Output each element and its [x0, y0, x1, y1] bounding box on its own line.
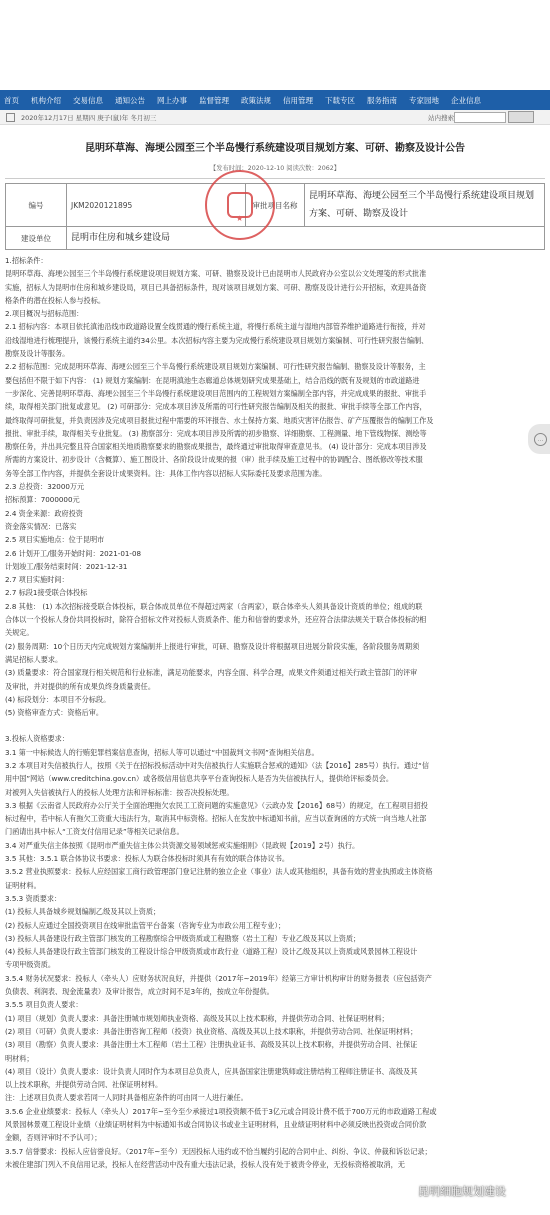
body-line: (2) 项目（可研）负责人要求：具备注册咨询工程师（投资）执业资格、高级及其以上技术职称，并提供劳动合同、社保证明材料；	[5, 1026, 418, 1036]
project-info-table	[5, 183, 545, 250]
search-input[interactable]	[454, 112, 506, 123]
body-line: 勘察任务，并出具完整且符合国家相关地质勘察要求的勘察成果报告，最终通过审批取得审查意见书。 (4) 设计部分：完成本项目涉及	[5, 442, 427, 452]
publish-info: 【发布时间：2020-12-10 阅读次数：2062】	[209, 165, 341, 172]
body-line: 1.招标条件：	[5, 256, 48, 265]
body-line: 门函请出具中标人“工资支付信用记录”等相关记录信息。	[5, 827, 184, 837]
body-line: 3.4 对严重失信主体按照《昆明市严重失信主体公共资源交易领域惩戒实施细则》（昆政规【2019】2号）执行。	[5, 840, 360, 850]
project-name-value: 昆明环草海、海埂公园至三个半岛慢行系统建设项目规划方案、可研、勘察及设计	[305, 184, 545, 227]
main-navigation	[0, 90, 550, 110]
body-line: 标过程中，若中标人有拖欠工资重大违法行为，取消其中标资格。招标人在发放中标通知书前，应当以查询函的方式统一向当地人社部	[5, 814, 427, 824]
nav-item[interactable]: 下载专区	[325, 95, 355, 105]
body-line: 证明材料。	[5, 880, 41, 890]
body-line: 昆明环草海、海埂公园至三个半岛慢行系统建设项目规划方案、可研、勘察及设计已由昆明市人民政府办公室以公文处理笺的形式批准	[5, 269, 427, 279]
body-line: 专项甲级资质。	[5, 960, 55, 970]
body-line: 金额，否则评审时不予认可）；	[5, 1133, 102, 1143]
body-line: 满足招标人要求。	[5, 654, 63, 664]
body-line: 关规定。	[5, 628, 34, 638]
body-line: (3) 投标人具备建设行政主管部门核发的工程勘察综合甲级资质或工程勘察（岩土工程）专业乙级及其以上资质；	[5, 933, 361, 943]
watermark-text: 昆明细胞规划建设	[418, 1185, 506, 1198]
body-line: 注：上述项目负责人要求若同一人同时具备相应条件的可由同一人进行兼任。	[5, 1093, 248, 1103]
body-line: 最终取得可研批复，并负责因涉及完成项目报批过程中需要的环评报告、水土保持方案、地质灾害评估报告、矿产压覆报告的编制工作及	[5, 415, 434, 425]
body-line: 3.1 第一中标候选人的行贿犯罪档案信息查询，招标人等可以通过“中国裁判文书网”查询相关信息。	[5, 747, 319, 757]
nav-item[interactable]: 交易信息	[73, 95, 103, 105]
body-line: 计划竣工/服务结束时间：2021-12-31	[5, 561, 128, 571]
body-line: (4) 投标人具备建设行政主管部门核发的工程设计综合甲级资质或市政行业（道路工程）设计乙级及其以上资质或风景园林工程设计	[5, 947, 418, 957]
body-line: 3.5.3 资质要求：	[5, 893, 62, 903]
chat-float-button[interactable]	[528, 424, 550, 454]
body-line: 合体以一个投标人身份共同投标时，除符合招标文件对投标人资质条件、能力和信誉的要求外，还应符合法律法规关于联合体投标的相	[5, 615, 427, 625]
body-line: 用中国”网站（www.creditchina.gov.cn）或各级信用信息共享平台查询投标人是否为失信被执行人，提供给评标委员会。	[5, 774, 394, 784]
article	[0, 139, 550, 1171]
body-line: 3.5.4 财务状况要求：投标人（牵头人）应财务状况良好，并提供（2017年~2019年）经第三方审计机构审计的财务报表（应包括资产	[5, 973, 432, 983]
body-line: 要包括但不限于如下内容： (1) 规划方案编制：在昆明滇池生态廊道总体规划研究成果基础上，结合沿线的既有及规划的市政道路进	[5, 375, 420, 385]
seal-star-icon: ★	[236, 214, 244, 223]
body-line: 3.5 其他：3.5.1 联合体协议书要求：投标人为联合体投标时须具有有效的联合体协议书。	[5, 854, 289, 864]
body-line: 2.8 其他： (1) 本次招标接受联合体投标，联合体成员单位不得超过两家（含两家），联合体牵头人须具备设计资质的单位；组成的联	[5, 601, 423, 611]
search-label: 站内搜索	[428, 113, 454, 122]
body-line: 报批、审批手续，取得相关专业批复。 (3) 勘察部分：完成本项目涉及所需的初步勘察、详细勘察、工程测量、地下管线物探、测绘等	[5, 428, 427, 438]
body-line: 沿线湿地进行梳理提升，该慢行系统主道约34公里。本次招标内容主要为完成慢行系统建设项目规划方案编制、可行性研究报告编制、	[5, 335, 429, 345]
nav-item[interactable]: 政策法规	[241, 95, 271, 105]
chat-icon: …	[534, 433, 547, 446]
body-line: 一步深化、完善昆明环草海、海埂公园至三个半岛慢行系统建设项目范围内的工程规划方案编制全部内容，并完成成果的报批、审批手	[5, 388, 427, 398]
body-line: (4) 项目（设计）负责人要求：设计负责人同时作为本项目总负责人，应具备国家注册建筑师或注册结构工程师注册证书、高级及其	[5, 1066, 418, 1076]
body-line: 负债表、利润表、现金流量表）及审计报告，成立时间不足3年的，按成立年份提供。	[5, 987, 274, 997]
nav-item[interactable]: 通知公告	[115, 95, 145, 105]
body-line: 实施，招标人为昆明市住房和城乡建设局，项目已具备招标条件，现对该项目规划方案、可研、勘察及设计进行公开招标，欢迎具备资	[5, 282, 427, 292]
body-line: 2.项目概况与招标范围：	[5, 309, 84, 319]
body-line: (1) 投标人具备城乡规划编制乙级及其以上资质；	[5, 907, 161, 917]
body-line: (4) 标段划分：本项目不分标段。	[5, 694, 111, 704]
project-name-label: 审批项目名称	[246, 184, 305, 227]
body-line: (2) 服务周期：10个日历天内完成规划方案编制并上报进行审批，可研、勘察及设计将根据项目进展分阶段实施，各阶段服务周期须	[5, 641, 420, 651]
builder-label: 建设单位	[6, 227, 67, 250]
calendar-icon	[6, 113, 15, 122]
code-value: JKM2020121895	[67, 184, 246, 227]
nav-item[interactable]: 企业信息	[451, 95, 481, 105]
body-line: 风景园林景观工程设计业绩（业绩证明材料为中标通知书或合同协议书或业主证明材料，且业绩证明材料中必须反映出投资或合同价款	[5, 1120, 427, 1129]
builder-value: 昆明市住房和城乡建设局	[67, 227, 545, 250]
announcement-body	[5, 254, 545, 1171]
info-bar	[0, 110, 550, 125]
body-line: 3.投标人资格要求：	[5, 734, 69, 744]
body-line: (3) 项目（勘察）负责人要求：具备注册土木工程师（岩土工程）注册执业证书、高级及其以上技术职称，并提供劳动合同、社保证	[5, 1040, 418, 1050]
top-blank-area	[0, 0, 550, 90]
nav-item[interactable]: 监督管理	[199, 95, 229, 105]
body-line: (1) 项目（规划）负责人要求：具备注册城市规划师执业资格、高级及其以上技术职称，并提供劳动合同、社保证明材料；	[5, 1013, 389, 1023]
body-line: 2.7 标段1接受联合体投标	[5, 588, 88, 598]
body-line: 对被列入失信被执行人的投标人处理方法和评标标准：按否决投标处理。	[5, 787, 234, 797]
body-line: 3.5.7 信誉要求：投标人应信誉良好。（2017年~至今）无因投标人违约或不恰当履约引起的合同中止、纠纷、争议、仲裁和诉讼记录；	[5, 1146, 432, 1156]
nav-item[interactable]: 服务指南	[367, 95, 397, 105]
body-line: 明材料；	[5, 1053, 34, 1063]
official-seal-icon	[205, 170, 275, 240]
body-line: 格条件的潜在投标人参与投标。	[5, 295, 105, 305]
nav-item[interactable]: 专家园地	[409, 95, 439, 105]
body-line: 及审批，并对提供的所有成果负终身质量责任。	[5, 681, 155, 691]
body-line: 3.5.2 营业执照要求：投标人应经国家工商行政管理部门登记注册的独立企业（事业）法人或其他组织，具备有效的营业执照或主体资格	[5, 867, 433, 877]
body-line: (3) 质量要求：符合国家现行相关规范和行业标准，满足功能要求，内容全面、科学合理，成果文件须通过相关行政主管部门的评审	[5, 668, 418, 678]
body-line: 务等全部工作内容，并提供全套设计成果资料。注：具体工作内容以招标人实际委托及要求范围为准。	[5, 468, 327, 478]
body-line: 2.4 资金来源：政府投资	[5, 508, 83, 518]
date-text: 2020年12月17日 星期四 庚子(鼠)年 冬月初三	[21, 113, 157, 122]
divider	[5, 178, 545, 179]
page-title: 昆明环草海、海埂公园至三个半岛慢行系统建设项目规划方案、可研、勘察及设计公告	[85, 143, 465, 154]
search-button[interactable]	[508, 111, 534, 123]
body-line: 未被住建部门列入不良信用记录，投标人在经营活动中没有重大违法记录，投标人没有处于被责令停业，无投标资格被取消，无	[5, 1159, 405, 1169]
code-label: 编号	[6, 184, 67, 227]
body-line: (5) 资格审查方式：资格后审。	[5, 708, 104, 718]
nav-item[interactable]: 机构介绍	[31, 95, 61, 105]
body-line: 3.5.6 企业业绩要求：投标人（牵头人）2017年~至今至少承接过1项投资额不低于3亿元或合同设计费不低于700万元的市政道路工程或	[5, 1106, 437, 1116]
body-line: 2.1 招标内容：本项目依托滇池沿线市政道路设置全线贯通的慢行系统主道，将慢行系统主道与湿地内部管养维护道路进行衔接，并对	[5, 322, 426, 332]
body-line: 3.3 根据《云南省人民政府办公厅关于全面治理拖欠农民工工资问题的实施意见》（云政办发【2016】68号）的规定，在工程项目招投	[5, 800, 428, 810]
body-line: 3.5.5 项目负责人要求：	[5, 1000, 83, 1010]
body-line: 勘察及设计等服务。	[5, 349, 70, 359]
nav-item[interactable]: 网上办事	[157, 95, 187, 105]
body-line: 2.7 项目实施时间：	[5, 575, 69, 585]
body-line: 续，取得相关部门批复或意见。 (2) 可研部分：完成本项目涉及所需的可行性研究报告编制及相关的报批、审批手续等全部工作内容，	[5, 402, 427, 412]
body-line: 2.3 总投资：32000万元	[5, 482, 85, 492]
body-line: 3.2 本项目对失信被执行人，按照《关于在招标投标活动中对失信被执行人实施联合惩戒的通知》（法【2016】285号）执行。通过“信	[5, 760, 430, 770]
body-line: 所需的方案设计、初步设计（含概算）、施工图设计、各阶段设计成果的报（审）批手续及施工过程中的协调配合、图纸修改等技术服	[5, 455, 423, 465]
body-line: 以上技术职称，并提供劳动合同、社保证明材料。	[5, 1080, 163, 1090]
body-line: 资金落实情况：已落实	[5, 521, 77, 531]
body-line: (2) 投标人应通过全国投资项目在线审批监管平台备案（咨询专业为市政公用工程专业）；	[5, 920, 286, 930]
nav-item[interactable]: 信用管理	[283, 95, 313, 105]
body-line: 2.6 计划开工/服务开始时间：2021-01-08	[5, 548, 142, 558]
body-line	[5, 719, 545, 732]
nav-item[interactable]: 首页	[4, 95, 19, 105]
body-line: 2.2 招标范围：完成昆明环草海、海埂公园至三个半岛慢行系统建设项目规划方案编制、可行性研究报告编制、勘察及设计等服务，主	[5, 362, 426, 372]
body-line: 招标预算：7000000元	[5, 495, 80, 505]
body-line: 2.5 项目实施地点：位于昆明市	[5, 535, 105, 545]
